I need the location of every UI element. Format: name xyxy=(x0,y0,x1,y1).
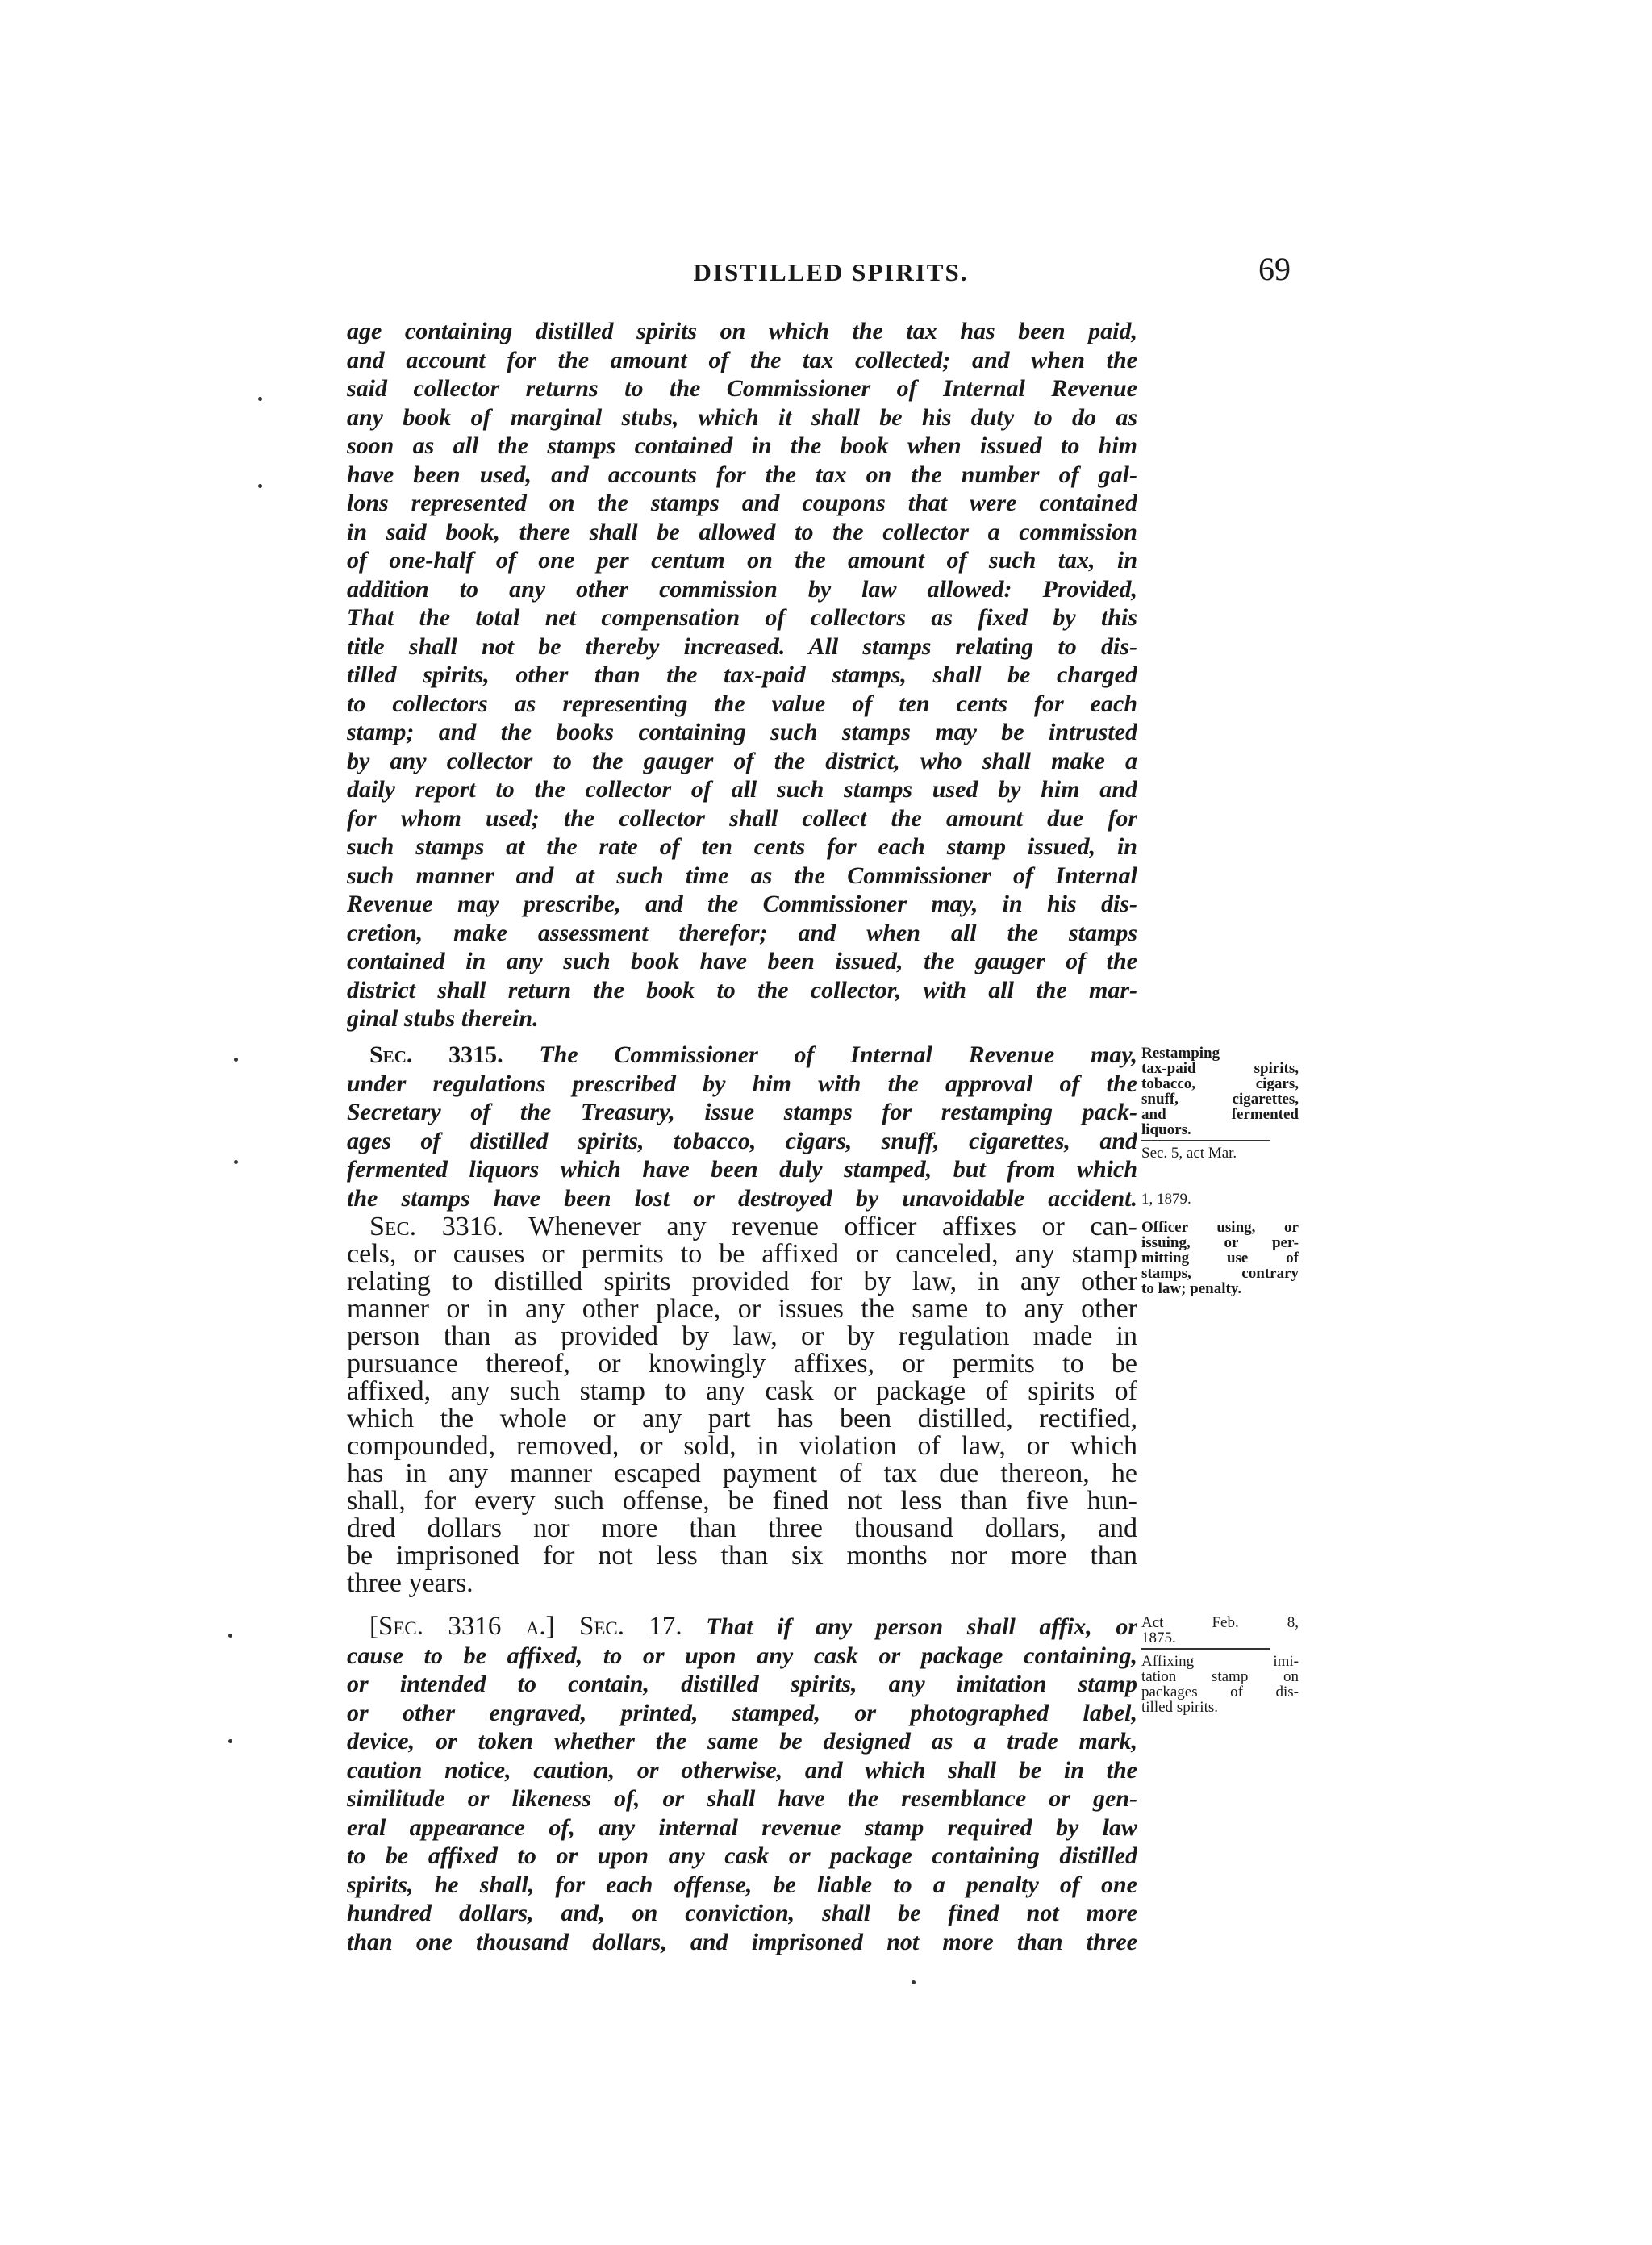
margin-note-source-year xyxy=(1141,1191,1222,1207)
divider xyxy=(1141,1140,1270,1141)
margin-line: 1875. xyxy=(1141,1630,1176,1646)
text-line: such manner and at such time as the Commissioner of Internal xyxy=(347,862,1137,889)
section-3315 xyxy=(347,1041,1137,1212)
text-line xyxy=(347,1613,1137,1642)
text-line: spirits, he shall, for each offense, be liable to a penalty of one xyxy=(347,1871,1137,1898)
margin-line: Officer using, or xyxy=(1141,1220,1299,1235)
margin-line: mitting use of xyxy=(1141,1250,1299,1266)
text-line: any book of marginal stubs, which it shall be his duty to do as xyxy=(347,403,1137,431)
text-line: Secretary of the Treasury, issue stamps for restamping pack- xyxy=(347,1099,1137,1125)
text-line: cretion, make assessment therefor; and when all the stamps xyxy=(347,919,1137,946)
text-line: cause to be affixed, to or upon any cask or package containing, xyxy=(347,1642,1137,1669)
text-line: shall, for every such offense, be fined not less than five hun- xyxy=(347,1488,1137,1515)
print-speck xyxy=(234,1058,238,1062)
print-speck xyxy=(228,1739,232,1743)
text-line: hundred dollars, and, on conviction, shall be fined not more xyxy=(347,1900,1137,1926)
margin-line: Restamping xyxy=(1141,1045,1220,1061)
text-line: lons represented on the stamps and coupons that were contained xyxy=(347,490,1137,516)
margin-line: stamps, contrary xyxy=(1141,1266,1299,1281)
margin-line: tax-paid spirits, xyxy=(1141,1061,1299,1076)
text-line: which the whole or any part has been distilled, rectified, xyxy=(347,1405,1137,1433)
section-text: Whenever any revenue officer affixes or can- xyxy=(528,1213,1137,1241)
text-line: or other engraved, printed, stamped, or photographed label, xyxy=(347,1699,1137,1726)
margin-line: tobacco, cigars, xyxy=(1141,1076,1299,1091)
section-text: That if any person shall affix, or xyxy=(706,1613,1137,1640)
margin-line: tilled spirits. xyxy=(1141,1700,1218,1715)
text-line: caution notice, caution, or otherwise, and which shall be in the xyxy=(347,1756,1137,1784)
print-speck xyxy=(234,1160,238,1164)
margin-line: packages of dis- xyxy=(1141,1684,1299,1700)
page-number: 69 xyxy=(1258,251,1291,287)
text-line xyxy=(347,1041,1137,1070)
text-line: title shall not be thereby increased. All stamps relating to dis- xyxy=(347,632,1137,660)
text-line: three years. xyxy=(347,1570,473,1597)
text-line: compounded, removed, or sold, in violation of law, or which xyxy=(347,1433,1137,1460)
running-title: DISTILLED SPIRITS. xyxy=(693,258,969,286)
text-line xyxy=(347,1213,1137,1241)
text-line: ginal stubs therein. xyxy=(347,1005,539,1032)
text-line: under regulations prescribed by him with the approval of the xyxy=(347,1070,1137,1097)
section-label: Sec. 3315. xyxy=(369,1041,503,1068)
text-line: person than as provided by law, or by regulation made in xyxy=(347,1323,1137,1350)
section-3316 xyxy=(347,1213,1137,1597)
margin-line: Act Feb. 8, xyxy=(1141,1615,1299,1630)
text-line: or intended to contain, distilled spirits, any imitation stamp xyxy=(347,1671,1137,1697)
text-line: ages of distilled spirits, tobacco, cigars, snuff, cigarettes, and xyxy=(347,1127,1137,1154)
print-speck xyxy=(258,397,262,401)
text-line: have been used, and accounts for the tax on the number of gal- xyxy=(347,461,1137,488)
margin-line: liquors. xyxy=(1141,1122,1191,1137)
margin-note-restamping xyxy=(1141,1045,1299,1161)
print-speck xyxy=(228,1634,232,1638)
margin-line: issuing, or per- xyxy=(1141,1235,1299,1250)
text-line: dred dollars nor more than three thousand dollars, and xyxy=(347,1515,1137,1542)
section-label: [Sec. 3316 a.] Sec. 17. xyxy=(369,1613,682,1641)
section-3316a xyxy=(347,1613,1137,1956)
text-line: That the total net compensation of collectors as fixed by this xyxy=(347,604,1137,631)
divider xyxy=(1141,1648,1270,1650)
text-line: addition to any other commission by law allowed: Provided, xyxy=(347,575,1137,603)
text-line: stamp; and the books containing such stamps may be intrusted xyxy=(347,719,1137,745)
margin-line: Sec. 5, act Mar. xyxy=(1141,1145,1237,1161)
print-speck xyxy=(258,484,262,488)
text-line: tilled spirits, other than the tax-paid stamps, shall be charged xyxy=(347,661,1137,688)
margin-line: Affixing imi- xyxy=(1141,1654,1299,1669)
text-line: the stamps have been lost or destroyed by unavoidable accident. xyxy=(347,1184,1137,1212)
text-line: age containing distilled spirits on which the tax has been paid, xyxy=(347,318,1137,344)
text-line: such stamps at the rate of ten cents for each stamp issued, in xyxy=(347,833,1137,860)
margin-note-officer xyxy=(1141,1220,1299,1296)
text-line: Revenue may prescribe, and the Commissioner may, in his dis- xyxy=(347,891,1137,917)
margin-line: and fermented xyxy=(1141,1107,1299,1122)
margin-line: snuff, cigarettes, xyxy=(1141,1091,1299,1107)
text-line: be imprisoned for not less than six months nor more than xyxy=(347,1542,1137,1570)
text-line: soon as all the stamps contained in the book when issued to him xyxy=(347,432,1137,459)
text-line: daily report to the collector of all such stamps used by him and xyxy=(347,776,1137,803)
text-line: relating to distilled spirits provided for by law, in any other xyxy=(347,1268,1137,1296)
text-line: to be affixed to or upon any cask or package containing distilled xyxy=(347,1842,1137,1869)
text-line: in said book, there shall be allowed to the collector a commission xyxy=(347,518,1137,545)
margin-note-act xyxy=(1141,1615,1299,1715)
text-line: and account for the amount of the tax collected; and when the xyxy=(347,346,1137,373)
print-speck xyxy=(912,1980,916,1984)
text-line: of one-half of one per centum on the amount of such tax, in xyxy=(347,547,1137,574)
text-line: device, or token whether the same be designed as a trade mark, xyxy=(347,1728,1137,1755)
text-line: eral appearance of, any internal revenue stamp required by law xyxy=(347,1813,1137,1841)
text-line: cels, or causes or permits to be affixed or canceled, any stamp xyxy=(347,1241,1137,1268)
section-label: Sec. 3316. xyxy=(369,1213,504,1241)
text-line: has in any manner escaped payment of tax due thereon, he xyxy=(347,1460,1137,1488)
text-line: contained in any such book have been issued, the gauger of the xyxy=(347,948,1137,974)
text-line: affixed, any such stamp to any cask or package of spirits of xyxy=(347,1378,1137,1405)
text-line: district shall return the book to the collector, with all the mar- xyxy=(347,976,1137,1004)
text-line: said collector returns to the Commissioner of Internal Revenue xyxy=(347,375,1137,402)
margin-line: 1, 1879. xyxy=(1141,1191,1191,1207)
margin-line: to law; penalty. xyxy=(1141,1281,1242,1296)
section-text: The Commissioner of Internal Revenue may, xyxy=(539,1041,1137,1068)
text-line: pursuance thereof, or knowingly affixes, or permits to be xyxy=(347,1350,1137,1378)
text-line: similitude or likeness of, or shall have the resemblance or gen- xyxy=(347,1785,1137,1812)
text-line: by any collector to the gauger of the district, who shall make a xyxy=(347,747,1137,774)
text-line: manner or in any other place, or issues the same to any other xyxy=(347,1296,1137,1323)
continued-paragraph xyxy=(347,317,1137,1033)
text-line: for whom used; the collector shall collect the amount due for xyxy=(347,804,1137,832)
text-line: fermented liquors which have been duly stamped, but from which xyxy=(347,1156,1137,1183)
text-line: to collectors as representing the value of ten cents for each xyxy=(347,690,1137,717)
text-line: than one thousand dollars, and imprisoned not more than three xyxy=(347,1928,1137,1955)
margin-line: tation stamp on xyxy=(1141,1669,1299,1684)
